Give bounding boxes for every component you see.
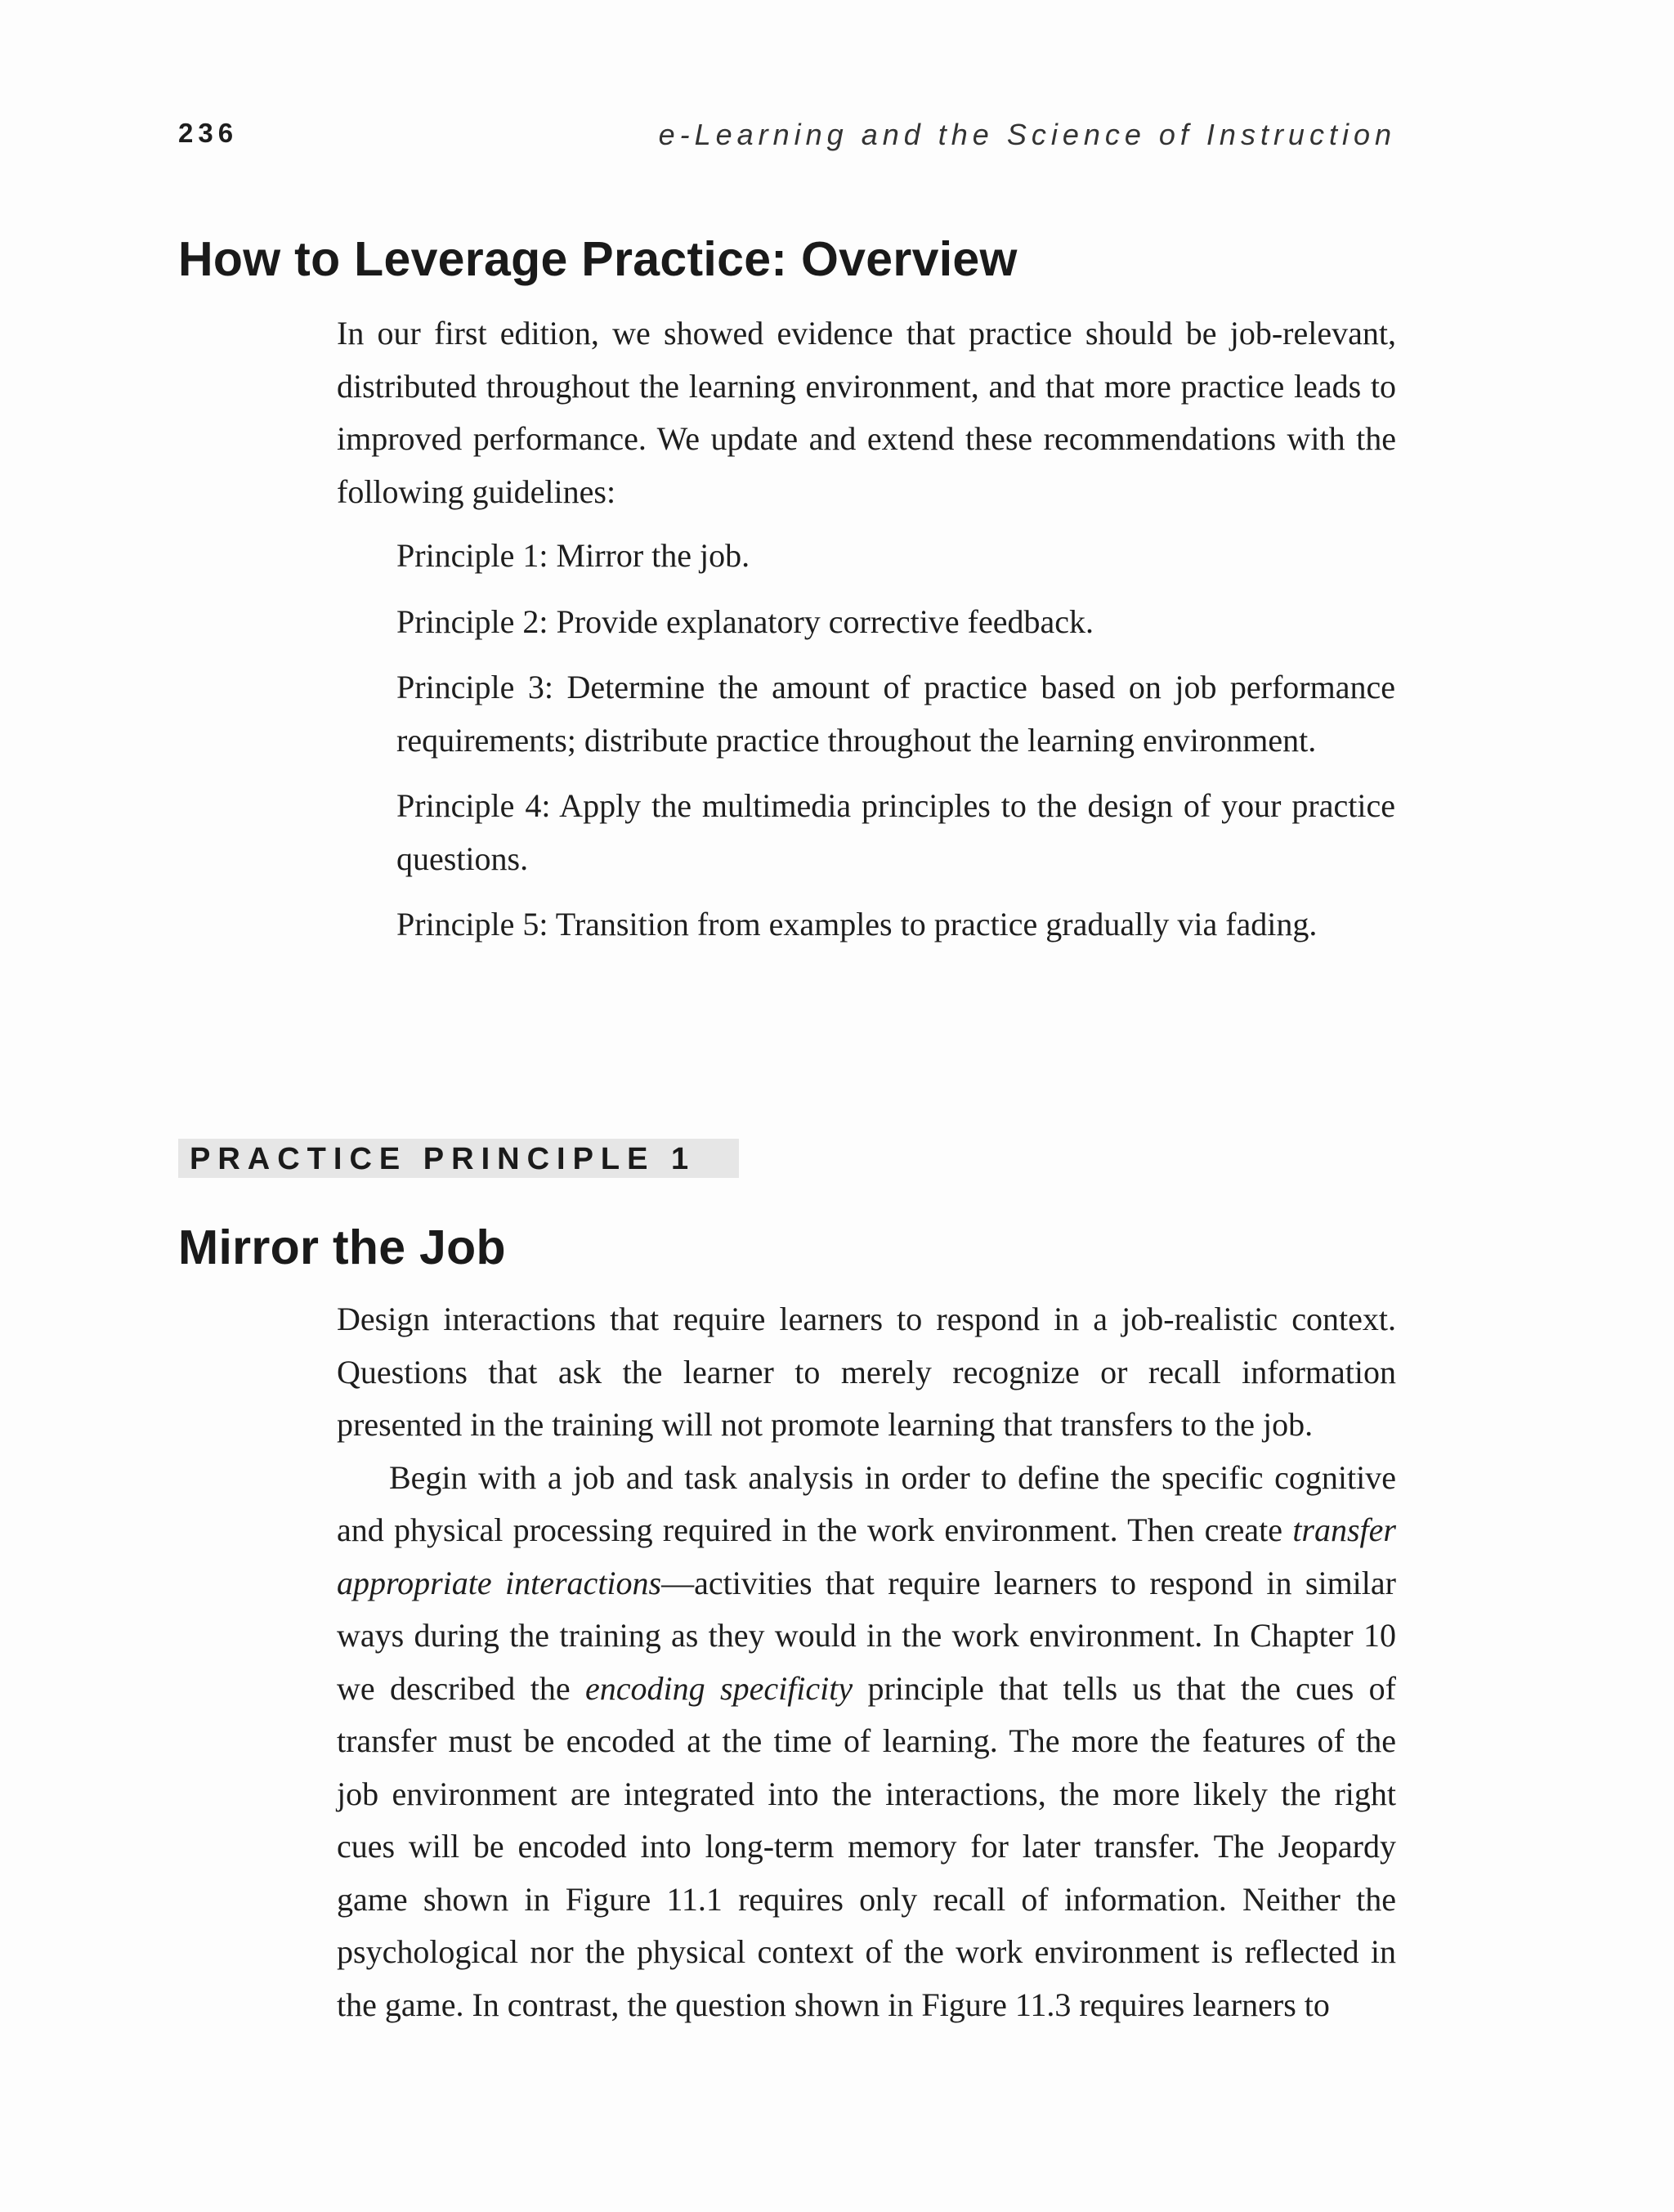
principle-5: Principle 5: Transition from examples to practice gradually via fading. (396, 906, 1318, 943)
running-head-title: e-Learning and the Science of Instruction (658, 118, 1396, 151)
overview-intro-paragraph: In our first edition, we showed evidence that practice should be job-relevant, distributed throughout the learning environment, and that more practice leads to improved performance. We update and extend these recommendations with the following guidelines: (337, 315, 1396, 510)
section-paragraph-1: Design interactions that require learners to respond in a job-realistic context. Questions that ask the learner to merely recognize or recall information presented in the training will not promote learning that transfers to the job. (337, 1301, 1396, 1443)
section-label: PRACTICE PRINCIPLE 1 (190, 1142, 696, 1176)
principle-4: Principle 4: Apply the multimedia principles to the design of your practice questions. (396, 787, 1395, 877)
section-label-box (178, 1139, 739, 1178)
section-paragraph-2 (337, 1452, 1396, 2032)
paragraph-2-text-3: principle that tells us that the cues of transfer must be encoded at the time of learning. The more the features of the job environment are integrated into the interactions, the more likely the right cues will be encoded into long-term memory for later transfer. The Jeopardy game shown in Figure 11.1 requires only recall of information. Neither the psychological nor the physical context of the work environment is reflected in the game. In contrast, the question shown in Figure 11.3 requires learners to (337, 1669, 1396, 2023)
principles-list (396, 530, 1395, 965)
overview-heading: How to Leverage Practice: Overview (178, 232, 1018, 286)
paragraph-2-italic-term-2: encoding specificity (584, 1669, 853, 1707)
principle-2: Principle 2: Provide explanatory corrective feedback. (396, 602, 1094, 640)
overview-intro (337, 307, 1396, 518)
section-body (337, 1293, 1396, 2031)
paragraph-2-italic-term-1: transfer appropriate interactions (337, 1511, 1396, 1601)
paragraph-2-text-2: —activities that require learners to respond in similar ways during the training as they would in the work environment. In Chapter 10 we described the (337, 1564, 1396, 1707)
section-heading: Mirror the Job (178, 1220, 506, 1274)
principle-3: Principle 3: Determine the amount of practice based on job performance requirements; distribute practice throughout the learning environment. (396, 669, 1395, 759)
principle-1: Principle 1: Mirror the job. (396, 537, 750, 574)
paragraph-2-text-1: Begin with a job and task analysis in order to define the specific cognitive and physical processing required in the work environment. Then create (337, 1458, 1396, 1548)
running-head (178, 114, 1396, 155)
page-number: 236 (178, 118, 239, 148)
